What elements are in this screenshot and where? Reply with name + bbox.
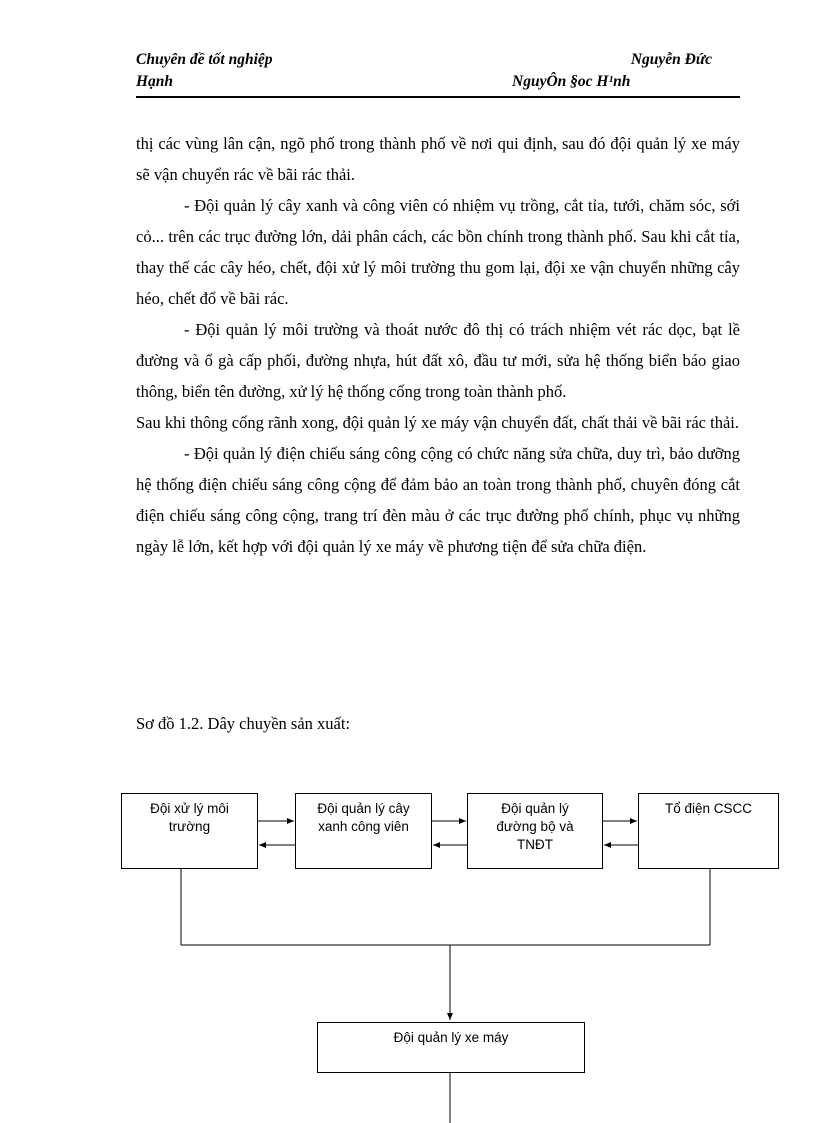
paragraph: Sau khi thông cống rãnh xong, đội quản lý xe máy vận chuyển đất, chất thải về bãi rác thải. (136, 413, 739, 432)
box-greenery-team (295, 793, 432, 869)
box-label: xanh công viên (318, 819, 409, 834)
box-label: Đội xử lý môi (150, 801, 229, 816)
box-label: trường (168, 819, 211, 834)
box-label: TNĐT (517, 837, 553, 852)
box-vehicle-team (317, 1022, 585, 1073)
box-label: Đội quản lý (501, 801, 569, 816)
paragraph: - Đội quản lý môi trường và thoát nước đô thị có trách nhiệm vét rác dọc, bạt lề đường và ổ gà cấp phối, đường nhựa, hút đất xô, đầu tư mới, sửa hệ thống biển báo giao thông, biển tên đường, xử lý hệ thống cống trong toàn thành phố. (136, 320, 740, 401)
box-label: Đội quản lý xe máy (393, 1030, 509, 1045)
paragraph: - Đội quản lý cây xanh và công viên có nhiệm vụ trồng, cắt tỉa, tưới, chăm sóc, sới cỏ... trên các trục đường lớn, dải phân cách, các bồn chính trong thành phố. Sau khi cắt tỉa, thay thế các cây héo, chết, đội xử lý môi trường thu gom lại, đội xe vận chuyển những cây héo, chết đổ về bãi rác. (136, 196, 740, 308)
box-roads-team (467, 793, 603, 869)
box-environment-team (121, 793, 258, 869)
header-title: Chuyên đề tốt nghiệp (136, 51, 273, 68)
header-author-name: Nguyễn Đức (630, 51, 712, 68)
paragraph: thị các vùng lân cận, ngõ phố trong thành phố về nơi qui định, sau đó đội quản lý xe máy sẽ vận chuyển rác về bãi rác thải. (136, 134, 740, 184)
paragraph: - Đội quản lý điện chiếu sáng công cộng có chức năng sửa chữa, duy trì, bảo dưỡng hệ thống điện chiếu sáng công cộng để đảm bảo an toàn trong thành phố, chuyên đóng cắt điện chiếu sáng công cộng, trang trí đèn màu ở các trục đường phố chính, phục vụ những ngày lễ lớn, kết hợp với đội quản lý xe máy về phương tiện để sửa chữa điện. (136, 444, 740, 556)
header-author-garbled: NguyÔn §oc H¹nh (512, 73, 631, 90)
box-lighting-team (638, 793, 779, 869)
header-author-continuation: Hạnh (136, 73, 174, 90)
box-label: Tổ điện CSCC (664, 801, 753, 816)
box-label: Đội quản lý cây (317, 801, 410, 816)
diagram-caption: Sơ đồ 1.2. Dây chuyền sản xuất: (136, 714, 351, 733)
box-label: đường bộ và (496, 819, 574, 834)
